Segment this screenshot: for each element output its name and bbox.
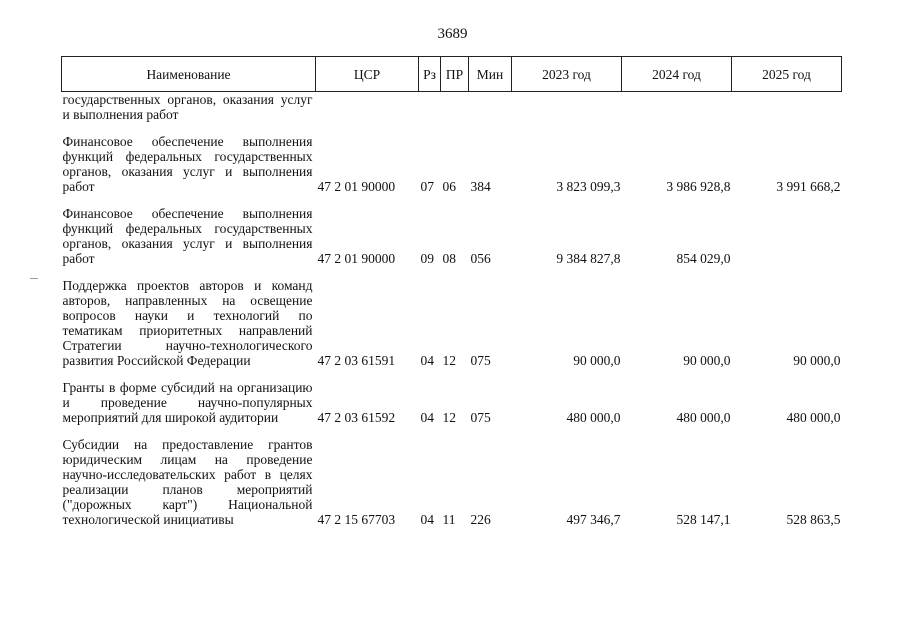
- row-spacer: [62, 194, 842, 206]
- page-number: 3689: [437, 26, 468, 42]
- header-min: Мин: [469, 57, 512, 92]
- row-min: 226: [470, 512, 491, 527]
- row-name: Финансовое обеспечение выполнения функций федеральных государственных органов, оказания услуг и выполнения работ: [62, 134, 313, 194]
- row-min: 075: [470, 410, 491, 425]
- table-row: [62, 206, 842, 266]
- row-name: Субсидии на предоставление грантов юридическим лицам на проведение научно-исследовательских работ в целях реализации планов мероприятий ("дорожных карт") Национальной технологической инициативы: [62, 437, 313, 527]
- row-2023: 497 346,7: [566, 512, 621, 527]
- row-2025: [732, 92, 842, 123]
- header-csr: ЦСР: [316, 57, 419, 92]
- header-name: Наименование: [62, 57, 316, 92]
- header-2025: 2025 год: [732, 57, 842, 92]
- row-rz: 04: [420, 512, 434, 527]
- row-pr: 12: [442, 410, 456, 425]
- row-name: Финансовое обеспечение выполнения функций федеральных государственных органов, оказания услуг и выполнения работ: [62, 206, 313, 266]
- row-2024: [622, 92, 732, 123]
- row-csr: 47 2 01 90000: [317, 179, 396, 194]
- row-2024: 480 000,0: [676, 410, 731, 425]
- row-2025: [732, 206, 842, 266]
- row-rz: [419, 92, 441, 123]
- scan-artifact-mark: [30, 278, 38, 279]
- table-row: [62, 134, 842, 194]
- row-min: 075: [470, 353, 491, 368]
- header-rz: Рз: [419, 57, 441, 92]
- row-2024: 854 029,0: [676, 251, 731, 266]
- row-rz: 09: [420, 251, 434, 266]
- row-min: 384: [470, 179, 491, 194]
- row-spacer: [62, 122, 842, 134]
- table-row: [62, 380, 842, 425]
- row-name: Гранты в форме субсидий на организацию и проведение научно-популярных мероприятий для широкой аудитории: [62, 380, 313, 425]
- row-2025: 90 000,0: [793, 353, 841, 368]
- row-pr: 08: [442, 251, 456, 266]
- row-spacer: [62, 266, 842, 278]
- row-pr: 11: [442, 512, 456, 527]
- row-2024: 3 986 928,8: [666, 179, 731, 194]
- row-min: 056: [470, 251, 491, 266]
- header-2023: 2023 год: [512, 57, 622, 92]
- row-2025: 528 863,5: [786, 512, 841, 527]
- row-2023: 480 000,0: [566, 410, 621, 425]
- row-2023: [512, 92, 622, 123]
- table-header-row: [62, 57, 842, 92]
- row-2023: 3 823 099,3: [556, 179, 621, 194]
- row-csr: 47 2 15 67703: [317, 512, 396, 527]
- row-2023: 9 384 827,8: [556, 251, 621, 266]
- row-min: [469, 92, 512, 123]
- row-rz: 07: [420, 179, 434, 194]
- row-2024: 528 147,1: [676, 512, 731, 527]
- row-csr: 47 2 01 90000: [317, 251, 396, 266]
- row-2023: 90 000,0: [573, 353, 621, 368]
- row-pr: 12: [442, 353, 456, 368]
- row-rz: 04: [420, 410, 434, 425]
- row-name: государственных органов, оказания услуг и выполнения работ: [62, 92, 313, 122]
- row-2025: 3 991 668,2: [776, 179, 841, 194]
- row-csr: 47 2 03 61592: [317, 410, 396, 425]
- row-name: Поддержка проектов авторов и команд авторов, направленных на освещение вопросов науки и технологий по тематикам приоритетных направлений Стратегии научно-технологического развития Российской Федерации: [62, 278, 313, 368]
- row-2025: 480 000,0: [786, 410, 841, 425]
- row-spacer: [62, 368, 842, 380]
- row-pr: 06: [442, 179, 456, 194]
- table-row: [62, 92, 842, 123]
- row-2024: 90 000,0: [683, 353, 731, 368]
- row-csr: 47 2 03 61591: [317, 353, 396, 368]
- header-2024: 2024 год: [622, 57, 732, 92]
- row-rz: 04: [420, 353, 434, 368]
- table-row: [62, 437, 842, 527]
- row-csr: [316, 92, 419, 123]
- table-row: [62, 278, 842, 368]
- row-pr: [441, 92, 469, 123]
- header-pr: ПР: [441, 57, 469, 92]
- budget-table: [61, 56, 842, 527]
- row-spacer: [62, 425, 842, 437]
